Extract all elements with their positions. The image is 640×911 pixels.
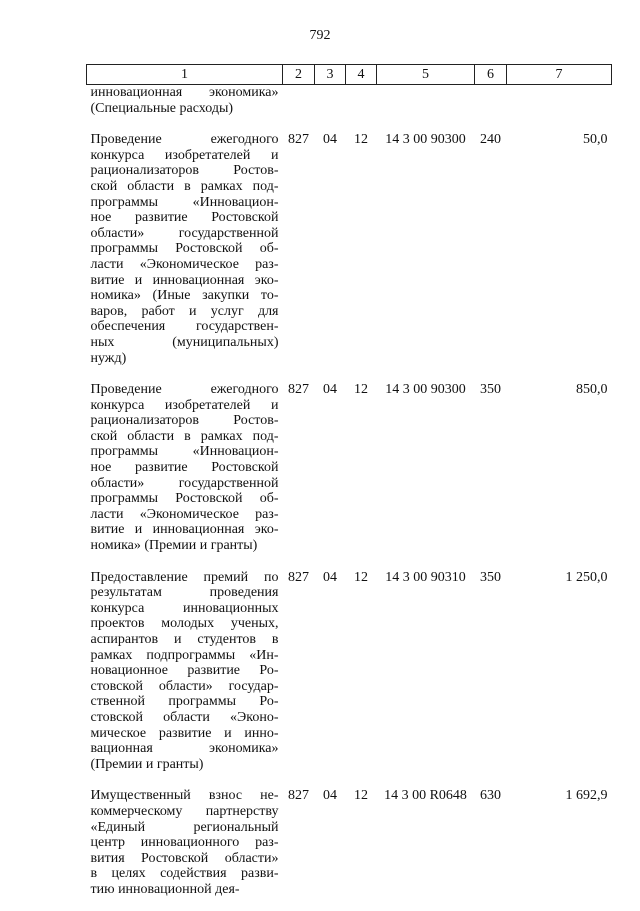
expense-name-line: ласти «Экономическое раз- — [90, 506, 279, 522]
expense-name-line: рационализаторов Ростов- — [90, 163, 279, 179]
expense-name-line: Предоставление премий по — [90, 569, 279, 585]
amount-cell — [507, 85, 612, 130]
target-article-cell: 14 3 00 90300 — [385, 132, 466, 148]
expense-name-line: программы «Инновацион- — [90, 444, 279, 460]
expense-name-line: проектов молодых ученых, — [90, 616, 279, 632]
header-cell: 3 — [315, 65, 346, 85]
expense-type-cell: 350 — [480, 569, 501, 585]
expense-name-line: Проведение ежегодного — [90, 382, 279, 398]
target-article-cell: 14 3 00 90310 — [385, 569, 466, 585]
section-code-cell: 04 — [323, 382, 337, 398]
header-row — [87, 65, 612, 85]
amount-cell: 50,0 — [583, 132, 608, 148]
expense-name-line: (Специальные расходы) — [90, 100, 234, 116]
section-code-cell: 04 — [323, 569, 337, 585]
ministry-code-cell: 827 — [288, 788, 309, 804]
subsection-code-cell: 12 — [354, 382, 368, 398]
table-row — [87, 785, 612, 910]
expense-name-line: рамках подпрограммы «Ин- — [90, 647, 279, 663]
subsection-code-cell: 12 — [354, 132, 368, 148]
expense-name-line: результатам проведения — [90, 585, 279, 601]
expense-name-line: ственной программы Ро- — [90, 694, 279, 710]
expense-name-line: ных (муниципальных) — [90, 334, 279, 350]
target-article-cell: 14 3 00 R0648 — [384, 788, 467, 804]
ministry-code-cell: 827 — [288, 569, 309, 585]
expense-name-line: конкурса изобретателей и — [90, 397, 279, 413]
expense-name-line: Проведение ежегодного — [90, 132, 279, 148]
section-code-cell: 04 — [323, 132, 337, 148]
expense-name-line: программы Ростовской об- — [90, 491, 279, 507]
expense-name-line: коммерческому партнерству — [90, 803, 279, 819]
budget-table — [86, 64, 612, 911]
expense-type-cell: 240 — [480, 132, 501, 148]
expense-type-cell: 350 — [480, 382, 501, 398]
expense-name-line: нужд) — [90, 350, 127, 366]
expense-name-line: области» государственной — [90, 225, 279, 241]
ministry-code-cell — [283, 85, 315, 130]
expense-name-line: варов, работ и услуг для — [90, 303, 279, 319]
expense-name-line: ное развитие Ростовской — [90, 460, 279, 476]
table-row — [87, 567, 612, 786]
page-number: 792 — [309, 28, 331, 43]
expense-name-line: в целях содействия разви- — [90, 866, 279, 882]
expense-name-line: номика» (Премии и гранты) — [90, 538, 258, 554]
expense-name-line: программы Ростовской об- — [90, 241, 279, 257]
table-row — [87, 85, 612, 130]
section-code-cell — [315, 85, 346, 130]
expense-name-line: ской области в рамках под- — [90, 178, 279, 194]
expense-name-line: (Премии и гранты) — [90, 756, 204, 772]
expense-name-line: конкурса изобретателей и — [90, 147, 279, 163]
expense-name-line: стовской области «Эконо- — [90, 709, 279, 725]
expense-name-line: «Единый региональный — [90, 819, 279, 835]
expense-name-line: конкурса инновационных — [90, 600, 279, 616]
amount-cell: 1 692,9 — [565, 788, 608, 804]
expense-name-line: ласти «Экономическое раз- — [90, 256, 279, 272]
expense-name-line: мическое развитие и инно- — [90, 725, 279, 741]
expense-name-cell — [87, 85, 283, 130]
expense-name-line: вационная экономика» — [90, 741, 279, 757]
expense-name-cell — [87, 785, 283, 910]
expense-name-line: тию инновационной дея- — [90, 881, 240, 897]
expense-name-line: обеспечения государствен- — [90, 319, 279, 335]
subsection-code-cell: 12 — [354, 569, 368, 585]
amount-cell: 850,0 — [576, 382, 608, 398]
expense-name-line: инновационная экономика» — [90, 85, 279, 100]
expense-name-line: рационализаторов Ростов- — [90, 413, 279, 429]
ministry-code-cell: 827 — [288, 382, 309, 398]
expense-type-cell: 630 — [480, 788, 501, 804]
header-cell: 7 — [507, 65, 612, 85]
header-cell: 5 — [377, 65, 475, 85]
expense-name-line: программы «Инновацион- — [90, 194, 279, 210]
header-cell: 2 — [283, 65, 315, 85]
amount-cell: 1 250,0 — [565, 569, 608, 585]
ministry-code-cell: 827 — [288, 132, 309, 148]
expense-name-cell — [87, 379, 283, 567]
expense-name-line: номика» (Иные закупки то- — [90, 288, 279, 304]
table-row — [87, 129, 612, 379]
header-cell: 4 — [346, 65, 377, 85]
section-code-cell: 04 — [323, 788, 337, 804]
target-article-cell: 14 3 00 90300 — [385, 382, 466, 398]
expense-name-cell — [87, 129, 283, 379]
expense-name-line: аспирантов и студентов в — [90, 632, 279, 647]
expense-name-line: витие и инновационная эко- — [90, 522, 279, 538]
expense-name-line: витие и инновационная эко- — [90, 272, 279, 288]
expense-name-line: ное развитие Ростовской — [90, 210, 279, 226]
expense-name-line: стовской области» государ- — [90, 678, 279, 694]
expense-name-line: вития Ростовской области» — [90, 850, 279, 866]
header-cell: 1 — [87, 65, 283, 85]
expense-name-line: ской области в рамках под- — [90, 428, 279, 444]
expense-name-line: новационное развитие Ро- — [90, 663, 279, 679]
expense-name-line: Имущественный взнос не- — [90, 788, 279, 804]
table-row — [87, 379, 612, 567]
expense-name-cell — [87, 567, 283, 786]
subsection-code-cell: 12 — [354, 788, 368, 804]
subsection-code-cell — [346, 85, 377, 130]
expense-type-cell — [475, 85, 507, 130]
expense-name-line: области» государственной — [90, 475, 279, 491]
expense-name-line: центр инновационного раз- — [90, 835, 279, 851]
header-cell: 6 — [475, 65, 507, 85]
target-article-cell — [377, 85, 475, 130]
